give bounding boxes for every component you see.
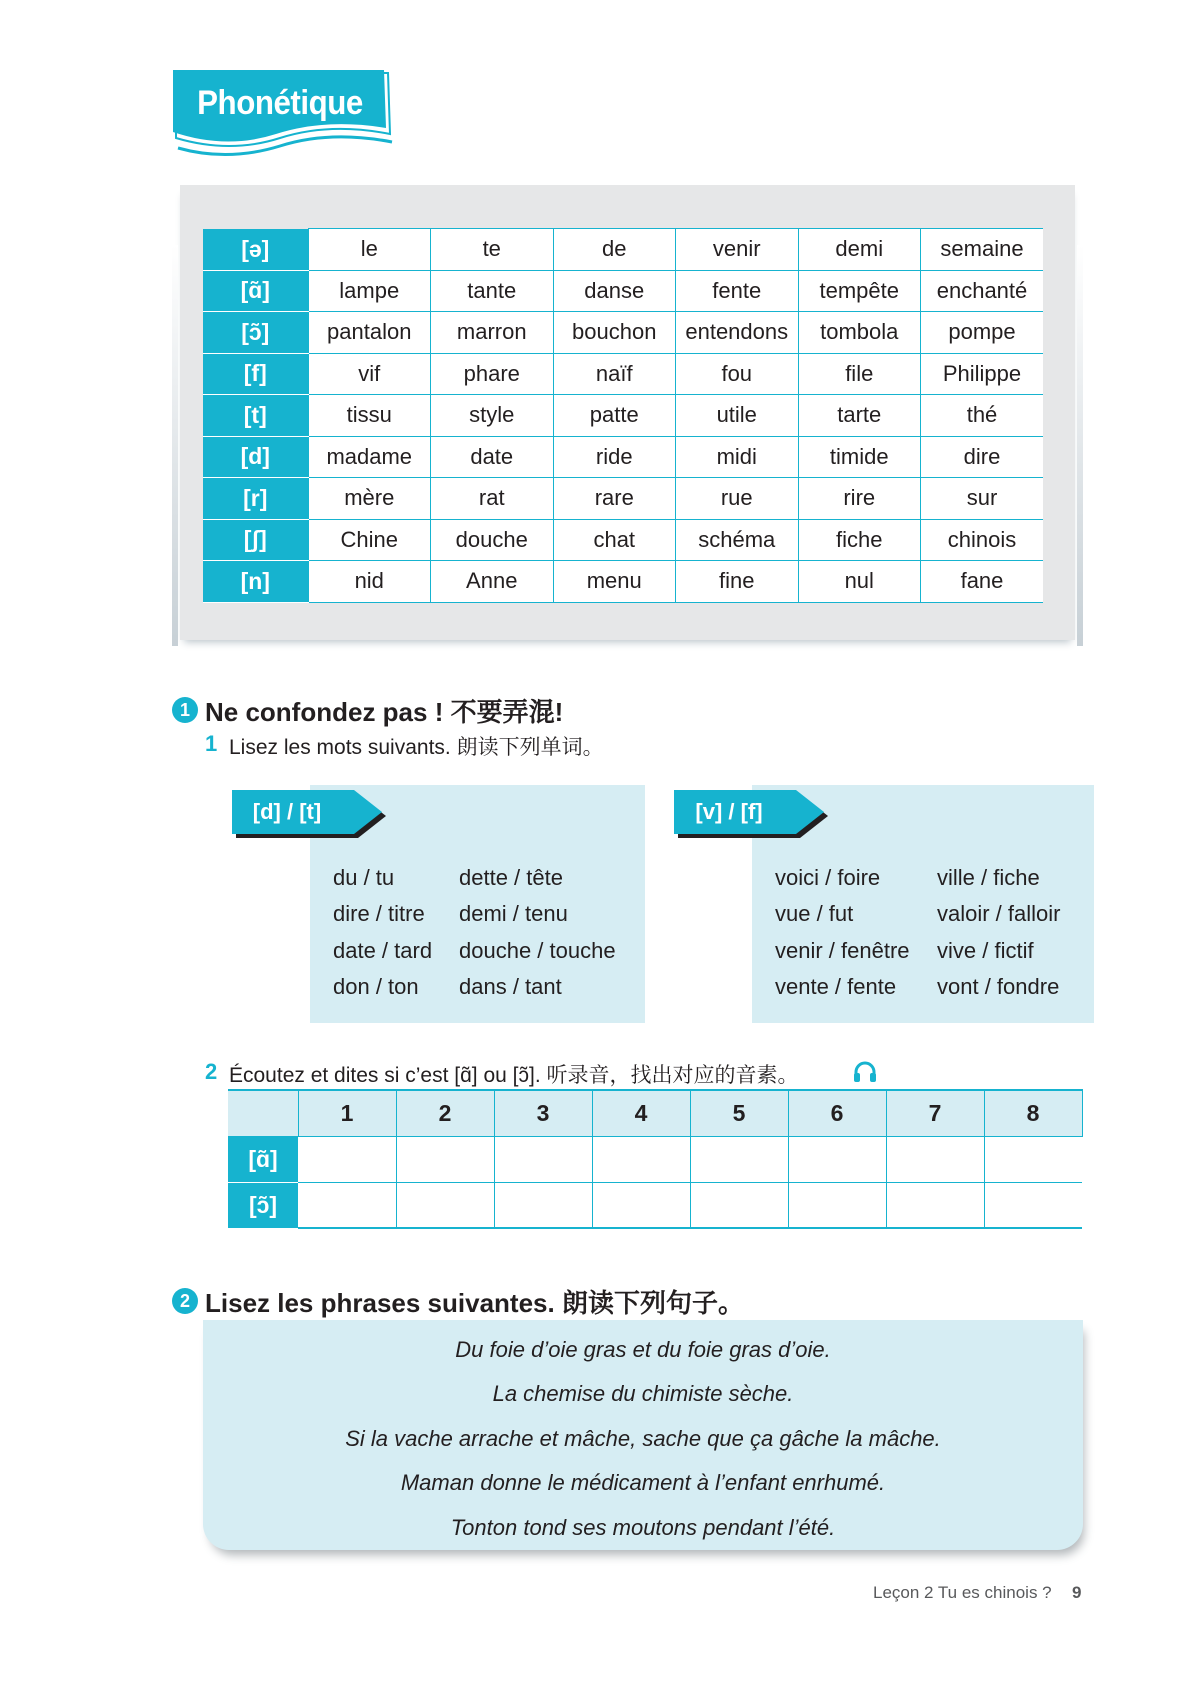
pair-item: vont / fondre <box>937 974 1060 999</box>
grid-column-header: 7 <box>886 1090 984 1136</box>
pair-item: ville / fiche <box>937 865 1040 890</box>
title-banner <box>170 70 396 160</box>
pair-tag-label: [d] / [t] <box>252 799 322 824</box>
pair-item: douche / touche <box>459 938 616 963</box>
phonetic-word: date <box>431 436 554 478</box>
page-number: 9 <box>1072 1583 1082 1602</box>
phonetic-symbol: [ɑ̃] <box>203 270 308 312</box>
pair-item: vive / fictif <box>937 938 1034 963</box>
grid-column-header: 5 <box>690 1090 788 1136</box>
pair-item: demi / tenu <box>459 901 568 926</box>
phonetic-symbol: [r] <box>203 478 308 520</box>
exercise-1-instruction: Lisez les mots suivants. 朗读下列单词。 <box>229 736 604 759</box>
phonetic-word: tombola <box>798 312 921 354</box>
phonetic-symbol: [ʃ] <box>203 519 308 561</box>
answer-cell[interactable] <box>396 1136 494 1182</box>
sentence: Tonton tond ses moutons pendant l’été. <box>450 1515 836 1540</box>
answer-cell[interactable] <box>984 1136 1082 1182</box>
pair-item: date / tard <box>333 938 433 963</box>
headphones-icon[interactable] <box>853 1060 877 1084</box>
answer-cell[interactable] <box>886 1182 984 1228</box>
section-2-title: Lisez les phrases suivantes. 朗读下列句子。 <box>205 1288 744 1318</box>
grid-column-header: 2 <box>396 1090 494 1136</box>
phonetic-symbol: [n] <box>203 561 308 603</box>
grid-column-header: 3 <box>494 1090 592 1136</box>
pair-item: vente / fente <box>775 974 897 999</box>
phonetic-word: rue <box>676 478 799 520</box>
grid-corner <box>228 1090 298 1136</box>
phonetics-row <box>203 270 1043 312</box>
phonetic-symbol: [t] <box>203 395 308 437</box>
phonetic-word: tissu <box>308 395 431 437</box>
phonetic-word: style <box>431 395 554 437</box>
answer-cell[interactable] <box>592 1136 690 1182</box>
phonetic-word: schéma <box>676 519 799 561</box>
phonetic-word: ride <box>553 436 676 478</box>
phonetic-word: vif <box>308 353 431 395</box>
phonetic-word: rat <box>431 478 554 520</box>
answer-cell[interactable] <box>788 1136 886 1182</box>
phonetic-word: thé <box>921 395 1044 437</box>
answer-cell[interactable] <box>298 1182 396 1228</box>
answer-cell[interactable] <box>984 1182 1082 1228</box>
phonetic-word: Philippe <box>921 353 1044 395</box>
phonetics-row <box>203 229 1043 271</box>
sentence: Maman donne le médicament à l’enfant enrhumé. <box>400 1470 886 1495</box>
pair-item: dette / tête <box>459 865 563 890</box>
phonetic-word: fente <box>676 270 799 312</box>
grid-column-header: 1 <box>298 1090 396 1136</box>
section-1-number: 1 <box>172 697 198 723</box>
phonetic-symbol: [ə] <box>203 229 308 271</box>
phonetic-word: chinois <box>921 519 1044 561</box>
phonetic-word: de <box>553 229 676 271</box>
sentence: Si la vache arrache et mâche, sache que ça gâche la mâche. <box>345 1426 941 1451</box>
pair-tag-d-t <box>232 790 392 843</box>
phonetics-row <box>203 436 1043 478</box>
phonetic-word: Anne <box>431 561 554 603</box>
phonetic-word: venir <box>676 229 799 271</box>
phonetic-word: demi <box>798 229 921 271</box>
phonetic-word: tarte <box>798 395 921 437</box>
phonetic-symbol: [f] <box>203 353 308 395</box>
sentence: Du foie d’oie gras et du foie gras d’oie. <box>455 1337 831 1362</box>
phonetic-word: mère <box>308 478 431 520</box>
answer-cell[interactable] <box>396 1182 494 1228</box>
pair-item: valoir / falloir <box>937 901 1061 926</box>
sentence-box <box>203 1320 1083 1550</box>
phonetic-word: fou <box>676 353 799 395</box>
phonetics-panel <box>180 185 1075 640</box>
phonetics-row <box>203 478 1043 520</box>
phonetic-word: le <box>308 229 431 271</box>
phonetic-word: sur <box>921 478 1044 520</box>
phonetics-row <box>203 395 1043 437</box>
phonetic-word: utile <box>676 395 799 437</box>
phonetic-word: nul <box>798 561 921 603</box>
phonetic-word: entendons <box>676 312 799 354</box>
phonetics-row <box>203 353 1043 395</box>
phonetic-word: phare <box>431 353 554 395</box>
grid-row-symbol: [ɑ̃] <box>228 1136 298 1182</box>
phonetic-word: tante <box>431 270 554 312</box>
phonetic-word: naïf <box>553 353 676 395</box>
answer-cell[interactable] <box>592 1182 690 1228</box>
phonetic-word: fane <box>921 561 1044 603</box>
answer-grid <box>228 1089 1083 1229</box>
exercise-2-instruction: Écoutez et dites si c’est [ɑ̃] ou [ɔ̃]. 听录音，找出对应的音素。 <box>229 1064 799 1087</box>
pair-item: don / ton <box>333 974 419 999</box>
section-2-number: 2 <box>172 1288 198 1314</box>
sentence: La chemise du chimiste sèche. <box>492 1381 794 1406</box>
phonetic-word: pompe <box>921 312 1044 354</box>
answer-cell[interactable] <box>298 1136 396 1182</box>
exercise-2-number: 2 <box>205 1059 218 1084</box>
pair-item: dans / tant <box>459 974 562 999</box>
phonetic-word: lampe <box>308 270 431 312</box>
phonetic-word: fiche <box>798 519 921 561</box>
section-1-title: Ne confondez pas ! 不要弄混! <box>205 697 564 727</box>
phonetic-word: danse <box>553 270 676 312</box>
answer-cell[interactable] <box>886 1136 984 1182</box>
phonetic-word: timide <box>798 436 921 478</box>
grid-row-symbol: [ɔ̃] <box>228 1182 298 1228</box>
phonetic-word: semaine <box>921 229 1044 271</box>
phonetics-table <box>203 228 1043 603</box>
phonetic-word: douche <box>431 519 554 561</box>
phonetics-row <box>203 312 1043 354</box>
phonetics-row <box>203 519 1043 561</box>
phonetics-row <box>203 561 1043 603</box>
phonetic-word: enchanté <box>921 270 1044 312</box>
footer-lesson: Leçon 2 Tu es chinois ? <box>873 1583 1052 1602</box>
phonetic-symbol: [ɔ̃] <box>203 312 308 354</box>
page-title: Phonétique <box>197 84 363 122</box>
phonetic-word: marron <box>431 312 554 354</box>
phonetic-word: dire <box>921 436 1044 478</box>
exercise-1-number: 1 <box>205 731 218 756</box>
phonetic-word: te <box>431 229 554 271</box>
answer-cell[interactable] <box>494 1182 592 1228</box>
pair-item: dire / titre <box>333 901 425 926</box>
phonetic-word: bouchon <box>553 312 676 354</box>
phonetic-word: nid <box>308 561 431 603</box>
pair-item: voici / foire <box>775 865 881 890</box>
answer-cell[interactable] <box>494 1136 592 1182</box>
pair-tag-label: [v] / [f] <box>695 799 763 824</box>
grid-column-header: 4 <box>592 1090 690 1136</box>
pair-item: vue / fut <box>775 901 854 926</box>
phonetic-word: pantalon <box>308 312 431 354</box>
phonetic-word: patte <box>553 395 676 437</box>
pair-tag-v-f <box>674 790 834 843</box>
phonetic-word: midi <box>676 436 799 478</box>
phonetic-symbol: [d] <box>203 436 308 478</box>
answer-cell[interactable] <box>788 1182 886 1228</box>
phonetic-word: madame <box>308 436 431 478</box>
phonetic-word: rare <box>553 478 676 520</box>
phonetic-word: chat <box>553 519 676 561</box>
pair-item: du / tu <box>333 865 395 890</box>
phonetic-word: menu <box>553 561 676 603</box>
answer-cell[interactable] <box>690 1136 788 1182</box>
grid-column-header: 8 <box>984 1090 1082 1136</box>
grid-column-header: 6 <box>788 1090 886 1136</box>
phonetic-word: rire <box>798 478 921 520</box>
answer-cell[interactable] <box>690 1182 788 1228</box>
phonetic-word: Chine <box>308 519 431 561</box>
phonetic-word: file <box>798 353 921 395</box>
phonetic-word: tempête <box>798 270 921 312</box>
pair-item: venir / fenêtre <box>775 938 910 963</box>
phonetic-word: fine <box>676 561 799 603</box>
